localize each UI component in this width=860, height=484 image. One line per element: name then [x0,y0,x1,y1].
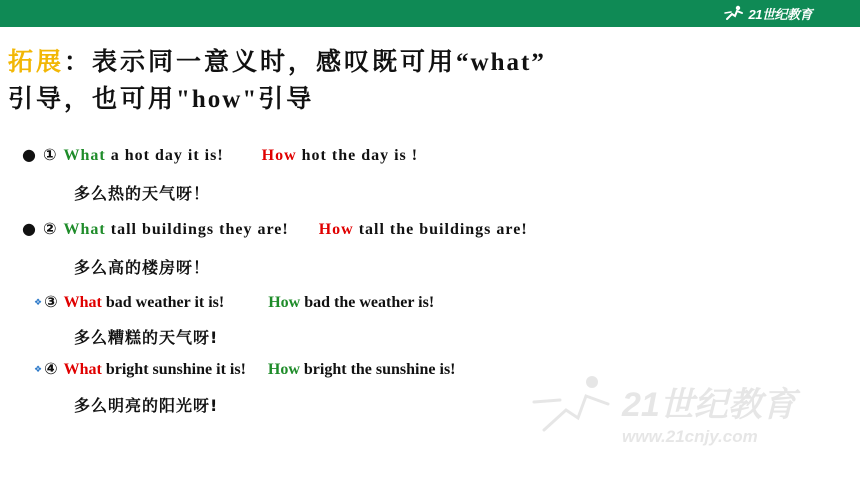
what-sentence: bad weather it is! [105,294,225,311]
example-1-translation: 多么热的天气呀！ [74,184,211,203]
heading-text-2a: 引导，也可用 [8,84,177,113]
example-1-sentence [22,145,418,165]
example-3-translation: 多么糟糕的天气呀! [74,328,219,347]
page-heading [8,44,708,118]
example-3-sentence [34,292,434,312]
what-sentence: bright sunshine it is! [105,361,246,378]
runner-icon [724,5,746,21]
heading-text-1: ：表示同一意义时，感叹既可用 [64,47,457,76]
what-sentence: a hot day it is! [110,147,224,164]
how-sentence: tall the buildings are! [358,221,528,238]
what-word: What [63,221,106,238]
watermark-logo [530,372,830,452]
heading-line-1 [8,44,708,81]
what-word: What [63,147,106,164]
example-number: ④ [44,359,58,378]
bullet-dot-icon: ● [22,219,37,238]
example-number: ② [42,219,58,238]
example-4-translation: 多么明亮的阳光呀! [74,396,219,415]
diamond-bullet-icon: ❖ [34,298,43,308]
watermark-url: www.21cnjy.com [622,427,758,446]
heading-quoted-how: "how" [176,86,259,113]
heading-text-2b: 引导 [258,84,315,113]
example-number: ① [42,145,58,164]
brand-logo [724,4,812,22]
heading-keyword: 拓展 [8,47,65,76]
watermark-brand: 21世纪教育 [622,386,796,424]
example-4-sentence [34,359,456,379]
example-number: ③ [44,292,58,311]
example-2-sentence [22,219,528,239]
what-sentence: tall buildings they are! [110,221,289,238]
how-sentence: bad the weather is! [304,294,435,311]
diamond-bullet-icon: ❖ [34,365,43,375]
example-2-translation: 多么高的楼房呀！ [74,258,211,277]
how-sentence: hot the day is ! [301,147,419,164]
bullet-dot-icon: ● [22,145,37,164]
what-word: What [63,361,102,378]
heading-quoted-what: “what” [456,49,546,76]
how-word: How [267,361,300,378]
header-bar [0,0,860,27]
logo-text: 21世纪教育 [748,6,812,22]
how-word: How [261,147,297,164]
heading-line-2 [8,81,708,118]
what-word: What [63,294,102,311]
how-sentence: bright the sunshine is! [303,361,456,378]
how-word: How [318,221,354,238]
how-word: How [268,294,301,311]
